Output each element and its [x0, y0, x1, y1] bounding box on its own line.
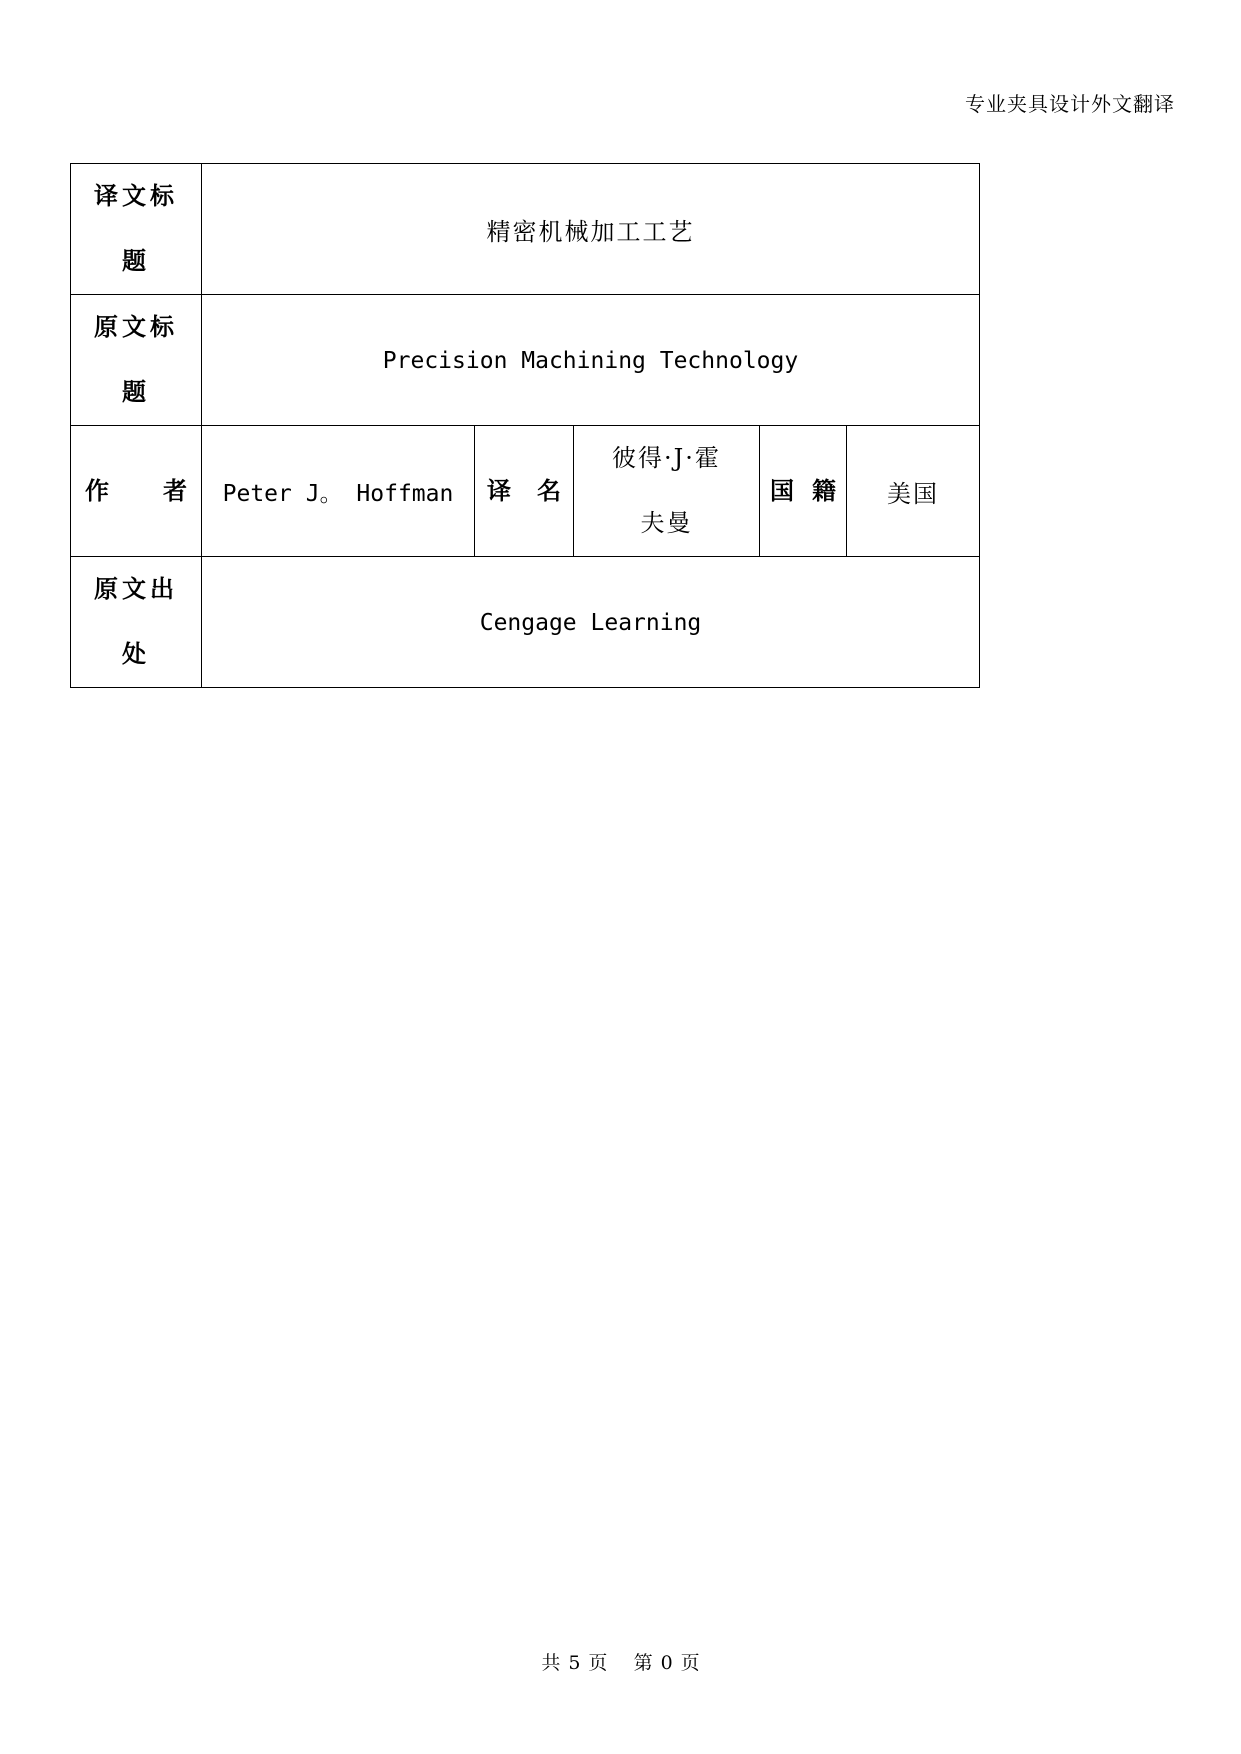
- row-translated-title: [71, 164, 980, 295]
- label-transname-b: 名: [537, 477, 561, 505]
- label-original-title: [71, 295, 202, 426]
- label-line-1: 原文标: [94, 313, 178, 341]
- value-translated-title: 精密机械加工工艺: [486, 217, 695, 246]
- label-line-2: 题: [122, 247, 150, 275]
- value-transname-line-1: 彼得·J·霍: [612, 444, 721, 472]
- label-line-1: 译文标: [94, 182, 178, 210]
- value-nationality: 美国: [887, 479, 939, 508]
- value-nationality-cell: [847, 426, 980, 557]
- label-line-1: 原文出: [94, 575, 178, 603]
- label-author-b: 者: [163, 477, 187, 505]
- label-nationality-b: 籍: [812, 477, 836, 505]
- page-footer: [0, 1648, 1241, 1675]
- label-author: [71, 426, 202, 557]
- value-translated-name-cell: [574, 426, 760, 557]
- value-author-cell: [202, 426, 475, 557]
- value-source: Cengage Learning: [479, 610, 702, 636]
- translation-info-table: [70, 163, 980, 688]
- value-author: Peter J。 Hoffman: [222, 480, 454, 507]
- label-nationality-a: 国: [770, 477, 794, 505]
- label-source: [71, 557, 202, 688]
- value-original-title-cell: [202, 295, 980, 426]
- footer-total-prefix: 共: [541, 1652, 561, 1674]
- document-header: 专业夹具设计外文翻译: [965, 92, 1175, 116]
- label-line-2: 题: [122, 378, 150, 406]
- footer-total: 5: [568, 1652, 581, 1674]
- footer-page-number: 0: [660, 1652, 673, 1674]
- value-original-title: Precision Machining Technology: [382, 348, 799, 374]
- label-translated-title: [71, 164, 202, 295]
- label-translated-name: [475, 426, 574, 557]
- value-source-cell: [202, 557, 980, 688]
- label-nationality: [760, 426, 847, 557]
- footer-page-prefix: 第: [633, 1652, 653, 1674]
- label-line-2: 处: [122, 640, 150, 668]
- value-transname-line-2: 夫曼: [640, 509, 693, 537]
- footer-total-suffix: 页: [588, 1652, 608, 1674]
- label-transname-a: 译: [487, 477, 511, 505]
- value-translated-title-cell: [202, 164, 980, 295]
- footer-page-suffix: 页: [680, 1652, 700, 1674]
- label-author-a: 作: [85, 477, 109, 505]
- row-author: [71, 426, 980, 557]
- row-original-title: [71, 295, 980, 426]
- row-source: [71, 557, 980, 688]
